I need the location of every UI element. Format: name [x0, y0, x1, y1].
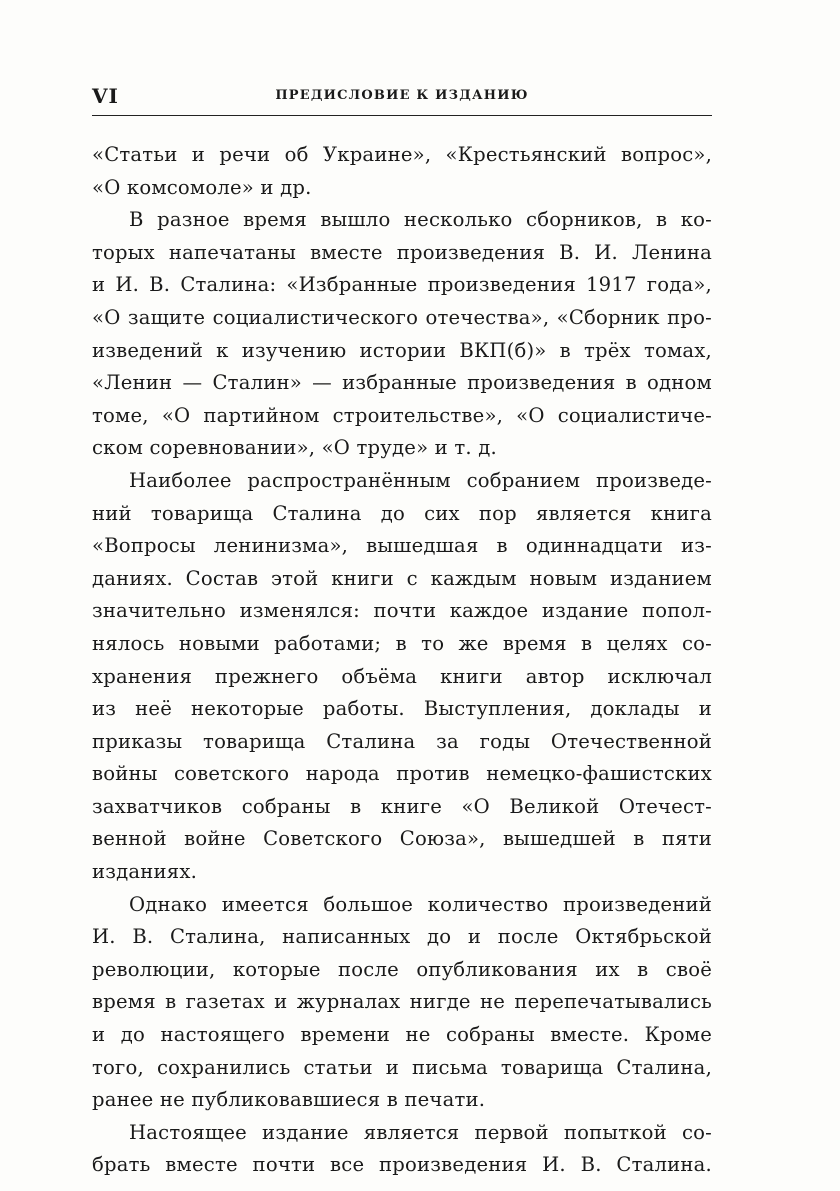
page-number: VI — [92, 84, 119, 108]
text-line: «Ленин — Сталин» — избранные произведения в одном — [92, 371, 712, 395]
text-line: «О комсомоле» и др. — [92, 175, 312, 199]
text-line: И. В. Сталина, написанных до и после Октябрьской — [92, 925, 712, 949]
text-line: В разное время вышло несколько сборников, в ко- — [129, 208, 712, 232]
text-line: изданиях. — [92, 860, 198, 884]
text-line: хранения прежнего объёма книги автор исключал — [92, 664, 712, 688]
page-header — [92, 84, 712, 120]
text-line: войны советского народа против немецко-фашистских — [92, 762, 712, 786]
text-line: Однако имеется большое количество произведений — [129, 892, 712, 916]
text-line: ском соревновании», «О труде» и т. д. — [92, 436, 497, 460]
text-line: «О защите социалистического отечества», «Сборник про- — [92, 305, 712, 329]
text-line: захватчиков собраны в книге «О Великой Отечест- — [92, 794, 712, 818]
text-line: того, сохранились статьи и письма товарища Сталина, — [92, 1055, 712, 1079]
text-line: время в газетах и журналах нигде не перепечатывались — [92, 990, 712, 1014]
text-line: томе, «О партийном строительстве», «О социалистиче- — [92, 403, 712, 427]
text-line: торых напечатаны вместе произведения В. И. Ленина — [92, 240, 712, 264]
text-line: и И. В. Сталина: «Избранные произведения 1917 года», — [92, 273, 712, 297]
text-line: значительно изменялся: почти каждое издание попол- — [92, 599, 712, 623]
text-line: революции, которые после опубликования их в своё — [92, 957, 712, 981]
header-rule — [92, 115, 712, 116]
text-line: даниях. Состав этой книги с каждым новым изданием — [92, 566, 712, 590]
text-line: венной войне Советского Союза», вышедшей в пяти — [92, 827, 712, 851]
running-head: ПРЕДИСЛОВИЕ К ИЗДАНИЮ — [275, 88, 529, 103]
text-line: приказы товарища Сталина за годы Отечественной — [92, 729, 712, 753]
text-line: Наиболее распространённым собранием произведе- — [129, 468, 712, 492]
text-line: брать вместе почти все произведения И. В. Сталина. — [92, 1153, 712, 1177]
text-line: изведений к изучению истории ВКП(б)» в трёх томах, — [92, 338, 712, 362]
text-line: нялось новыми работами; в то же время в целях со- — [92, 631, 712, 655]
body-text — [92, 139, 712, 1182]
text-line: ранее не публиковавшиеся в печати. — [92, 1088, 486, 1112]
text-line: из неё некоторые работы. Выступления, доклады и — [92, 697, 712, 721]
text-line: ний товарища Сталина до сих пор является книга — [92, 501, 712, 525]
text-line: Настоящее издание является первой попыткой со- — [129, 1120, 712, 1144]
text-line: «Вопросы ленинизма», вышедшая в одиннадцати из- — [92, 534, 712, 558]
text-line: «Статьи и речи об Украине», «Крестьянский вопрос», — [92, 143, 712, 166]
text-line: и до настоящего времени не собраны вместе. Кроме — [92, 1023, 712, 1047]
